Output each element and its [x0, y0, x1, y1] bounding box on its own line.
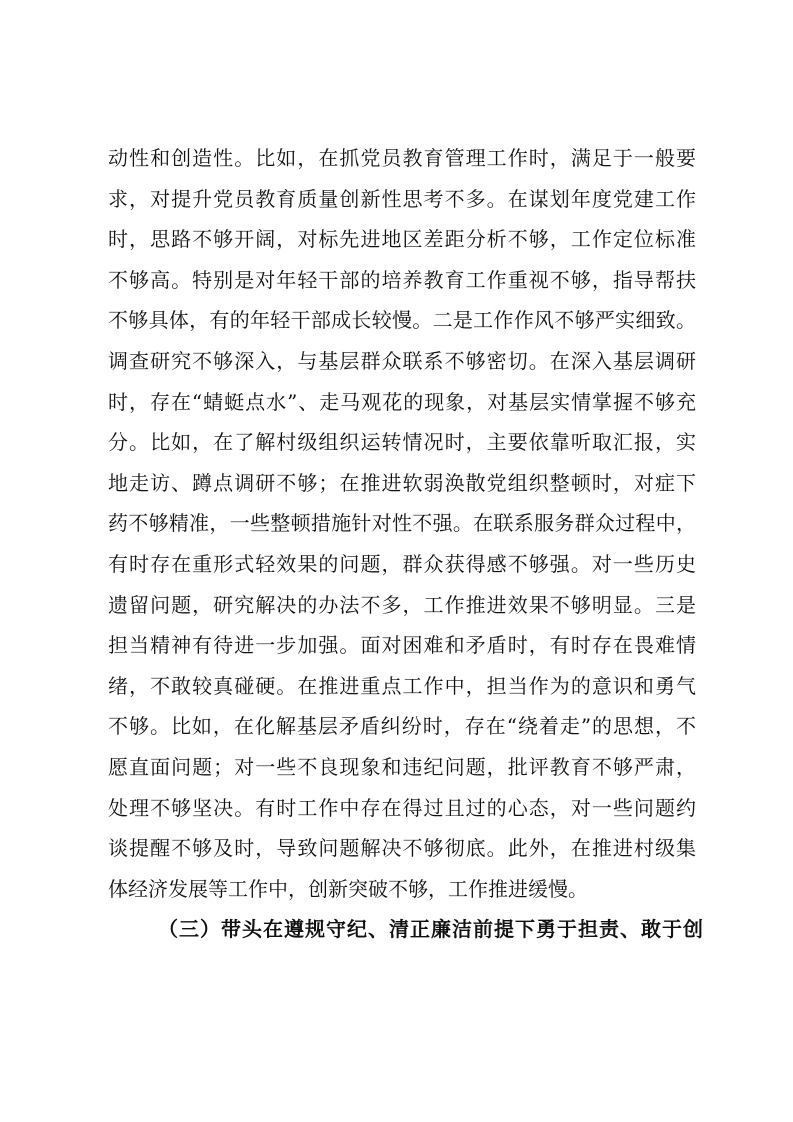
paragraph-line: 时，存在“蜻蜓点水”、走马观花的现象，对基层实情掌握不够充 [108, 389, 696, 414]
paragraph-line: 不够。比如，在化解基层矛盾纠纷时，存在“绕着走”的思想，不 [108, 714, 696, 739]
paragraph-line: 担当精神有待进一步加强。面对困难和矛盾时，有时存在畏难情 [108, 633, 696, 658]
document-body [108, 138, 704, 950]
paragraph-line: 不够高。特别是对年轻干部的培养教育工作重视不够，指导帮扶 [108, 267, 696, 292]
section-heading: （三）带头在遵规守纪、清正廉洁前提下勇于担责、敢于创 [158, 917, 704, 942]
paragraph-line: 处理不够坚决。有时工作中存在得过且过的心态，对一些问题约 [108, 795, 696, 820]
paragraph-line: 调查研究不够深入，与基层群众联系不够密切。在深入基层调研 [108, 348, 696, 373]
paragraph-line: 遗留问题，研究解决的办法不多，工作推进效果不够明显。三是 [108, 592, 696, 617]
paragraph-line: 绪，不敢较真碰硬。在推进重点工作中，担当作为的意识和勇气 [108, 673, 696, 698]
paragraph-line: 时，思路不够开阔，对标先进地区差距分析不够，工作定位标准 [108, 227, 696, 252]
paragraph-line: 体经济发展等工作中，创新突破不够，工作推进缓慢。 [108, 876, 588, 901]
paragraph-line: 谈提醒不够及时，导致问题解决不够彻底。此外，在推进村级集 [108, 836, 696, 861]
paragraph-line: 地走访、蹲点调研不够；在推进软弱涣散党组织整顿时，对症下 [108, 470, 696, 495]
paragraph-line: 动性和创造性。比如，在抓党员教育管理工作时，满足于一般要 [108, 146, 696, 170]
paragraph-line: 求，对提升党员教育质量创新性思考不多。在谋划年度党建工作 [108, 186, 696, 211]
paragraph-line: 药不够精准，一些整顿措施针对性不强。在联系服务群众过程中， [108, 511, 696, 536]
paragraph-line: 有时存在重形式轻效果的问题，群众获得感不够强。对一些历史 [108, 551, 696, 576]
paragraph-line: 愿直面问题；对一些不良现象和违纪问题，批评教育不够严肃， [108, 754, 696, 779]
paragraph-line: 分。比如，在了解村级组织运转情况时，主要依靠听取汇报，实 [108, 430, 696, 455]
paragraph-line: 不够具体，有的年轻干部成长较慢。二是工作作风不够严实细致。 [108, 308, 696, 333]
